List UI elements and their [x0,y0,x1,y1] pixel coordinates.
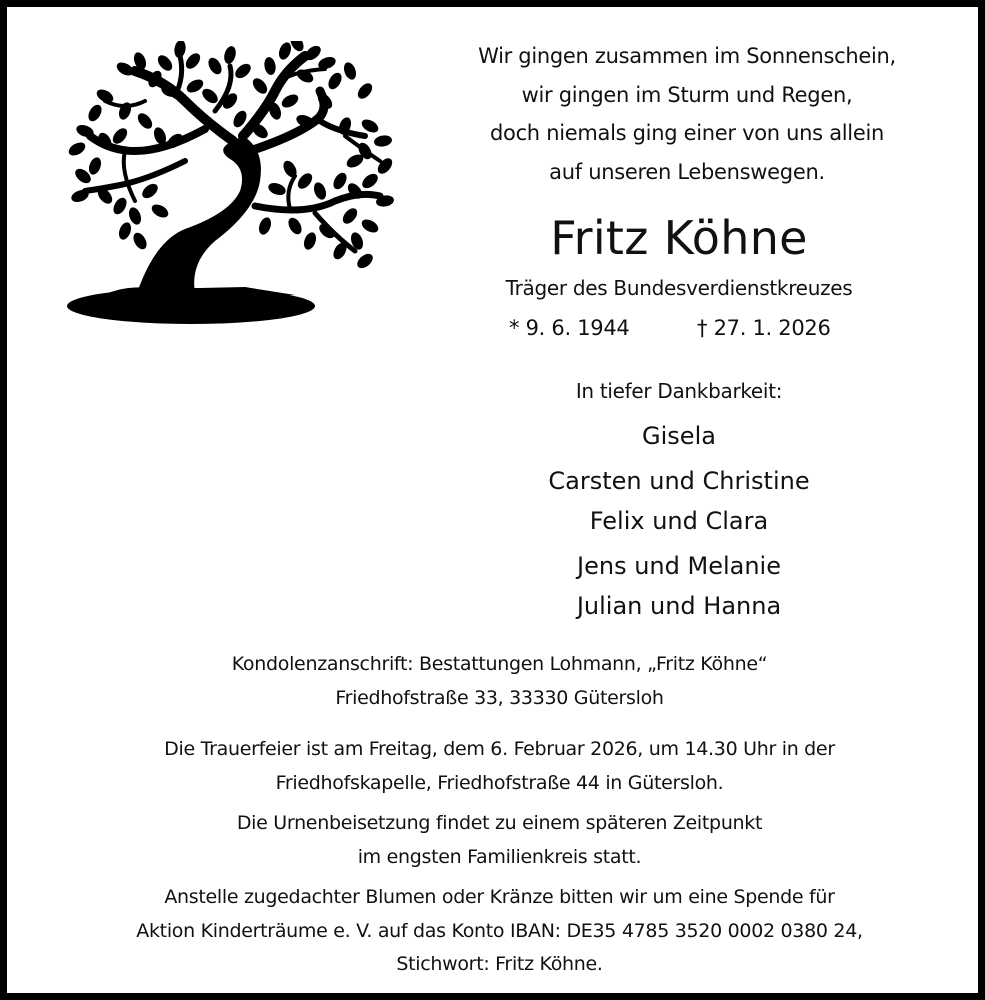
mourner-name: Carsten und Christine [548,467,810,495]
tree-silhouette-icon [65,41,410,331]
poem-line: doch niemals ging einer von uns allein [489,121,885,145]
deceased-honor: Träger des Bundesverdienstkreuzes [505,276,853,300]
mourner-name: Felix und Clara [589,507,769,535]
condolence-line: Friedhofstraße 33, 33330 Gütersloh [335,686,664,709]
mourners-intro: In tiefer Dankbarkeit: [575,379,783,403]
burial-line: im engsten Familienkreis statt. [357,845,642,868]
mourner-name: Gisela [642,422,716,450]
donation-line: Anstelle zugedachter Blumen oder Kränze bitten wir um eine Spende für [164,886,835,908]
ceremony-line: Friedhofskapelle, Friedhofstraße 44 in Gütersloh. [275,771,724,794]
ceremony-info [47,733,952,800]
poem [427,37,947,191]
donation-line: Aktion Kinderträume e. V. auf das Konto IBAN: DE35 4785 3520 0002 0380 24, [136,919,863,942]
poem-line: Wir gingen zusammen im Sonnenschein, [478,44,896,68]
deceased-name: Fritz Köhne [550,211,808,265]
death-date: † 27. 1. 2026 [697,316,831,340]
mourner-name: Julian und Hanna [576,592,782,620]
donation-info [37,881,962,982]
burial-line: Die Urnenbeisetzung findet zu einem späteren Zeitpunkt [236,812,763,834]
mourner-name: Jens und Melanie [577,552,781,580]
condolence-line: Kondolenzanschrift: Bestattungen Lohmann, „Fritz Köhne“ [231,653,768,675]
poem-line: auf unseren Lebenswegen. [549,159,825,184]
condolence-address [67,648,932,715]
donation-line: Stichwort: Fritz Köhne. [396,953,603,975]
burial-info [47,807,952,874]
poem-line: wir gingen im Sturm und Regen, [521,82,853,107]
birth-date: * 9. 6. 1944 [509,316,630,340]
ceremony-line: Die Trauerfeier ist am Freitag, dem 6. Februar 2026, um 14.30 Uhr in der [164,738,835,760]
